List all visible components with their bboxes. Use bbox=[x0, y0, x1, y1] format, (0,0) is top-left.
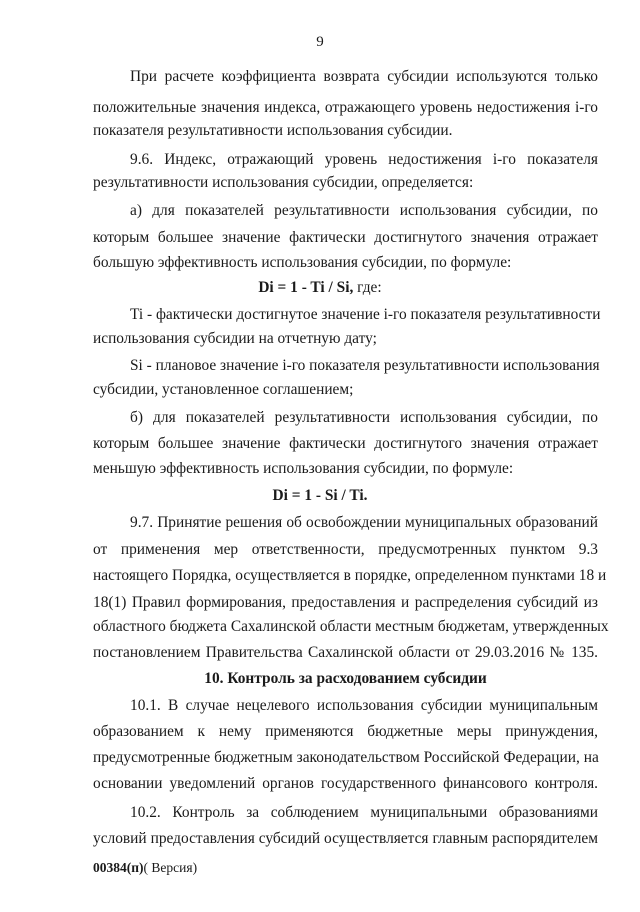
text-line: положительные значения индекса, отражающего уровень недостижения i-го bbox=[93, 99, 598, 116]
text-line: предусмотренные бюджетным законодательством Российской Федерации, на bbox=[93, 749, 599, 766]
document-code: 00384(п) bbox=[93, 860, 144, 875]
text-line: 9.6. Индекс, отражающий уровень недостижения i-го показателя bbox=[130, 151, 598, 168]
text-line: использования субсидии на отчетную дату; bbox=[93, 330, 377, 347]
text-line: которым большее значение фактически достигнутого значения отражает bbox=[93, 229, 598, 246]
text-line: 18(1) Правил формирования, предоставления и распределения субсидий из bbox=[93, 594, 598, 611]
text-line: постановлением Правительства Сахалинской области от 29.03.2016 № 135. bbox=[93, 644, 598, 661]
formula-a bbox=[0, 278, 640, 298]
text-line: б) для показателей результативности использования субсидии, по bbox=[130, 409, 598, 426]
text-line: субсидии, установленное соглашением; bbox=[93, 381, 354, 398]
formula-a-expression: Di = 1 - Ti / Si, bbox=[258, 279, 354, 296]
text-line: показателя результативности использования субсидии. bbox=[93, 122, 453, 139]
text-line: При расчете коэффициента возврата субсидии используются только bbox=[130, 68, 598, 85]
text-line: 10.1. В случае нецелевого использования субсидии муниципальным bbox=[130, 697, 598, 714]
text-line: результативности использования субсидии, определяется: bbox=[93, 174, 474, 191]
formula-b: Di = 1 - Si / Ti. bbox=[272, 487, 368, 504]
text-line: меньшую эффективность использования субсидии, по формуле: bbox=[93, 460, 514, 477]
text-line: областного бюджета Сахалинской области местным бюджетам, утвержденных bbox=[93, 618, 609, 635]
text-line: 9.7. Принятие решения об освобождении муниципальных образований bbox=[130, 514, 598, 531]
text-line: от применения мер ответственности, предусмотренных пунктом 9.3 bbox=[93, 541, 598, 558]
text-line: Si - плановое значение i-го показателя результативности использования bbox=[130, 357, 600, 374]
footer-code bbox=[93, 860, 197, 876]
text-line: 10.2. Контроль за соблюдением муниципальными образованиями bbox=[130, 804, 598, 821]
section-heading: 10. Контроль за расходованием субсидии bbox=[204, 670, 487, 687]
page-number: 9 bbox=[316, 34, 324, 50]
version-label: ( Версия) bbox=[143, 860, 198, 875]
text-line: а) для показателей результативности использования субсидии, по bbox=[130, 202, 598, 219]
text-line: большую эффективность использования субсидии, по формуле: bbox=[93, 254, 512, 271]
text-line: настоящего Порядка, осуществляется в порядке, определенном пунктами 18 и bbox=[93, 567, 607, 584]
text-line: которым большее значение фактически достигнутого значения отражает bbox=[93, 435, 598, 452]
text-line: условий предоставления субсидий осуществляется главным распорядителем bbox=[93, 830, 598, 847]
text-line: образованием к нему применяются бюджетные меры принуждения, bbox=[93, 723, 598, 740]
text-line: основании уведомлений органов государственного финансового контроля. bbox=[93, 775, 598, 792]
formula-a-suffix: где: bbox=[353, 279, 382, 296]
text-line: Ti - фактически достигнутое значение i-го показателя результативности bbox=[130, 306, 601, 323]
